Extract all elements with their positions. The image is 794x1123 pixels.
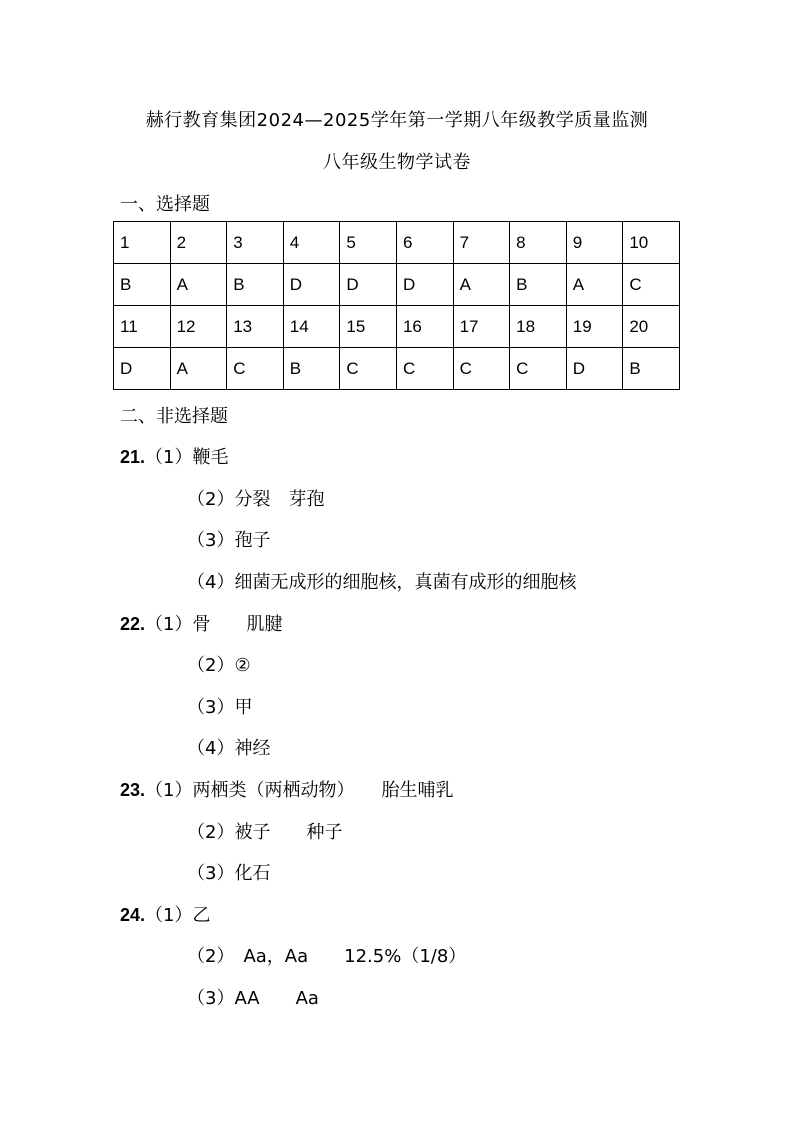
table-cell: 20 (623, 306, 680, 348)
table-cell: B (623, 348, 680, 390)
table-cell: A (170, 264, 227, 306)
table-cell: B (510, 264, 567, 306)
table-cell: A (453, 264, 510, 306)
table-cell: 2 (170, 222, 227, 264)
table-cell: 6 (396, 222, 453, 264)
table-cell: 16 (396, 306, 453, 348)
table-row-question-numbers (114, 306, 680, 348)
table-row-answers (114, 264, 680, 306)
question-23-part-1 (120, 776, 453, 802)
exam-subtitle: 八年级生物学试卷 (323, 152, 471, 173)
table-cell: A (566, 264, 623, 306)
table-cell: D (340, 264, 397, 306)
question-24-part-2: （2） Aa，Aa 12.5%（1/8） (187, 946, 467, 967)
table-cell: 18 (510, 306, 567, 348)
table-cell: C (510, 348, 567, 390)
table-cell: 4 (283, 222, 340, 264)
table-cell: 11 (114, 306, 171, 348)
table-cell: D (114, 348, 171, 390)
question-24-part-3: （3）AA Aa (187, 988, 319, 1009)
exam-title: 赫行教育集团2024—2025学年第一学期八年级教学质量监测 (145, 110, 649, 131)
question-number: 22. (120, 614, 146, 634)
question-22-part-4: （4）神经 (187, 738, 271, 759)
table-row-answers (114, 348, 680, 390)
table-cell: C (227, 348, 284, 390)
table-cell: 1 (114, 222, 171, 264)
table-cell: C (340, 348, 397, 390)
question-21-part-1 (120, 443, 228, 469)
table-cell: D (396, 264, 453, 306)
table-cell: D (566, 348, 623, 390)
question-number: 24. (120, 905, 146, 925)
table-cell: 17 (453, 306, 510, 348)
table-cell: A (170, 348, 227, 390)
table-cell: 5 (340, 222, 397, 264)
section-heading-non-choice: 二、非选择题 (120, 406, 228, 427)
answer-text: （1）两栖类（两栖动物） 胎生哺乳 (145, 780, 454, 801)
table-cell: D (283, 264, 340, 306)
table-cell: 3 (227, 222, 284, 264)
answer-table (113, 221, 680, 390)
table-cell: 15 (340, 306, 397, 348)
question-23-part-3: （3）化石 (187, 863, 271, 884)
table-row-question-numbers (114, 222, 680, 264)
table-cell: 14 (283, 306, 340, 348)
question-21-part-3: （3）孢子 (187, 530, 271, 551)
table-cell: 8 (510, 222, 567, 264)
table-cell: 19 (566, 306, 623, 348)
question-21-part-2: （2）分裂 芽孢 (187, 489, 325, 510)
table-cell: 13 (227, 306, 284, 348)
question-22-part-2: （2）② (187, 655, 251, 676)
table-cell: C (623, 264, 680, 306)
question-number: 21. (120, 447, 146, 467)
question-22-part-3: （3）甲 (187, 697, 253, 718)
answer-text: （1）鞭毛 (145, 447, 229, 468)
table-cell: 7 (453, 222, 510, 264)
question-24-part-1 (120, 901, 210, 927)
table-cell: B (114, 264, 171, 306)
question-22-part-1 (120, 610, 282, 636)
answer-text: （1）乙 (145, 905, 211, 926)
table-cell: C (453, 348, 510, 390)
table-cell: B (227, 264, 284, 306)
question-21-part-4: （4）细菌无成形的细胞核，真菌有成形的细胞核 (187, 572, 577, 593)
table-cell: 9 (566, 222, 623, 264)
table-cell: B (283, 348, 340, 390)
answer-text: （1）骨 肌腱 (145, 614, 283, 635)
question-23-part-2: （2）被子 种子 (187, 822, 343, 843)
table-cell: C (396, 348, 453, 390)
table-cell: 10 (623, 222, 680, 264)
section-heading-multiple-choice: 一、选择题 (120, 194, 210, 215)
table-cell: 12 (170, 306, 227, 348)
question-number: 23. (120, 780, 146, 800)
